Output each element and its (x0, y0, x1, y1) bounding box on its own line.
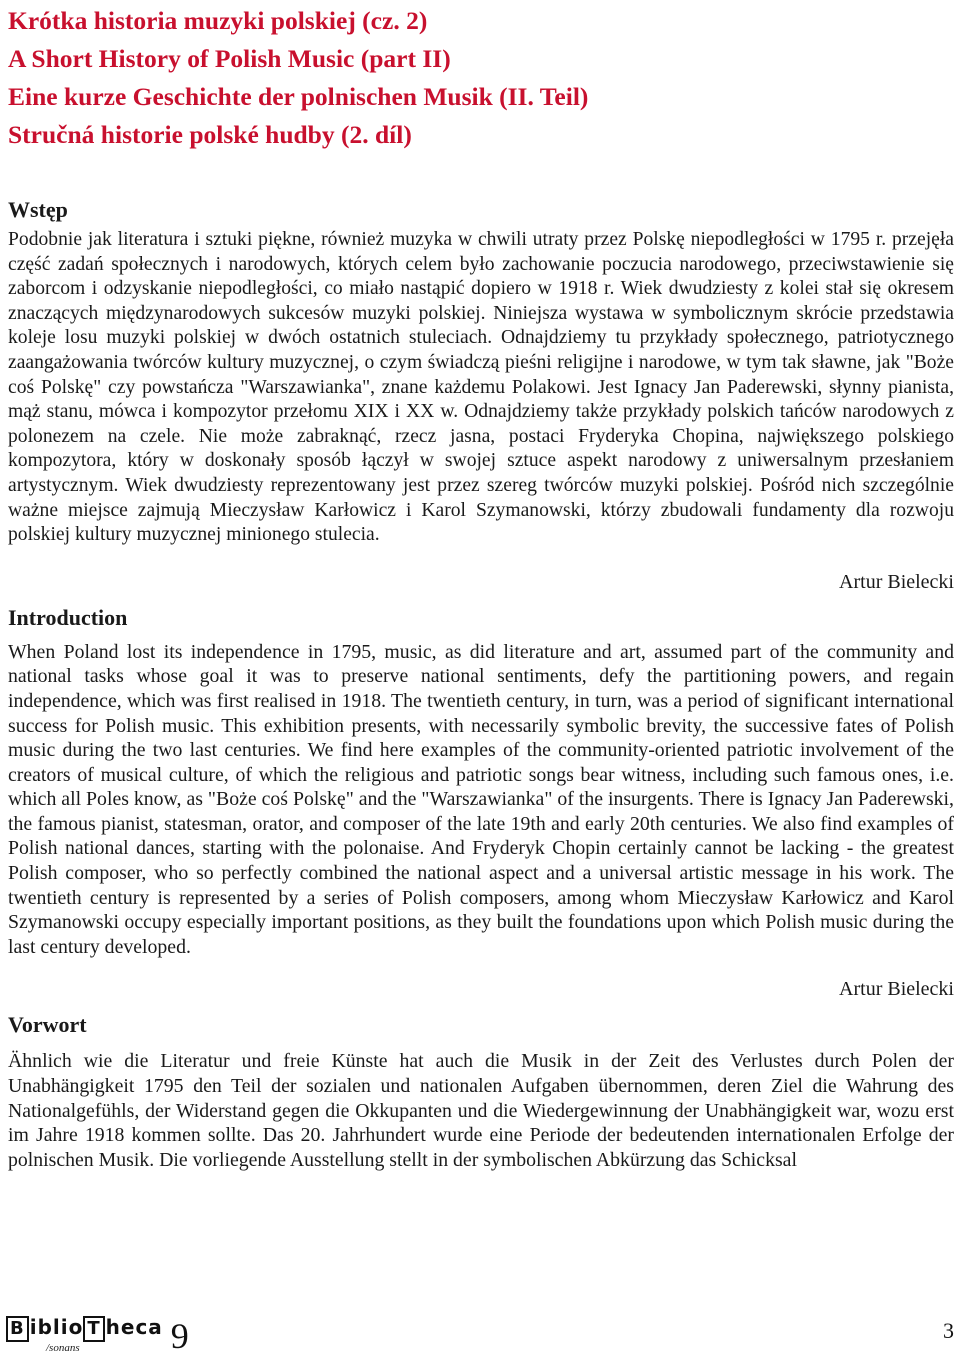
document-page (8, 0, 954, 1172)
logo-text-part-1: iblio (29, 1315, 84, 1339)
title-block (8, 2, 954, 154)
section-heading: Introduction (8, 604, 128, 630)
section-polish (8, 196, 954, 596)
title-german: Eine kurze Geschichte der polnischen Musik (II. Teil) (8, 82, 589, 111)
section-heading: Vorwort (8, 1012, 87, 1038)
section-english (8, 604, 954, 1004)
section-body: Podobnie jak literatura i sztuki piękne, również muzyka w chwili utraty przez Polskę niepodległości w 1795 r. przejęła część zadań społecznych i narodowych, których celem było zachowanie poczucia narodowego, przeciwstawienie się zaborcom i odzyskanie niepodległości, co miało nastąpić dopiero w 1918 r. Wiek dwudziesty z kolei stał się okresem znaczących międzynarodowych sukcesów muzyki polskiej. Niniejsza wystawa w symbolicznym skrócie przedstawia koleje losu muzyki polskiej w dwóch ostatnich stuleciach. Odnajdziemy tu przykłady społecznego, patriotycznego zaangażowania twórców kultury muzycznej, o czym świadczą pieśni religijne i narodowe, w tym tak sławne, jak "Boże coś Polskę" czy powstańcza "Warszawianka", znane każdemu Polakowi. Jest Ignacy Jan Paderewski, słynny pianista, mąż stanu, mówca i kompozytor przełomu XIX i XX w. Odnajdziemy także przykłady polskich tańców narodowych z polonezem na czele. Nie może zabraknąć, rzecz jasna, postaci Fryderyka Chopina, największego polskiego kompozytora, który w doskonały sposób łączył w swojej sztuce aspekt narodowy z uniwersalnym przesłaniem artystycznym. Wiek dwudziesty reprezentowany jest przez szereg twórców muzyki polskiej. Pośród nich szczególnie ważne miejsce zajmują Mieczysław Karłowicz i Karol Szymanowski, którzy zbudowali fundamenty dla rozwoju polskiej kultury muzycznej minionego stulecia. (8, 229, 954, 546)
bibliotheca-logo (6, 1315, 189, 1356)
logo-letter-box: T (83, 1316, 104, 1342)
section-body: Ähnlich wie die Literatur und freie Künste hat auch die Musik in der Zeit des Verlustes durch Polen der Unabhängigkeit 1795 den Teil der sozialen und nationalen Aufgaben übernommen, deren Ziel die Wahrung des Nationalgefühls, der Widerstand gegen die Okkupanten und die Wiedergewinnung der Unabhängigkeit war, wozu erst im Jahre 1918 kommen sollte. Das 20. Jahrhundert wurde eine Periode der bedeutenden internationalen Erfolge der polnischen Musik. Die vorliegende Ausstellung stellt in der symbolischen Abkürzung das Schicksal (8, 1050, 954, 1171)
title-polish: Krótka historia muzyki polskiej (cz. 2) (8, 6, 428, 35)
logo-letter-box: B (6, 1316, 29, 1342)
author-signature: Artur Bielecki (839, 978, 954, 1001)
title-english: A Short History of Polish Music (part II) (8, 44, 451, 73)
section-heading: Wstęp (8, 197, 68, 222)
logo-text-part-2: heca (105, 1315, 163, 1339)
section-body: When Poland lost its independence in 1795, music, as did literature and art, assumed part of the community and national tasks whose goal it was to preserve national sentiments, defy the partitioning powers, and regain independence, which was first realised in 1918. The twentieth century, in turn, was a period of significant international success for Polish music. This exhibition presents, with necessarily symbolic brevity, the successive fates of Polish music during the two last centuries. We find here examples of the community-oriented patriotic involvement of the creators of musical culture, of which the religious and patriotic songs bear witness, including such famous ones, i.e. which all Poles know, as "Boże coś Polskę" and the "Warszawianka" of the insurgents. There is Ignacy Jan Paderewski, the famous pianist, statesman, orator, and composer of the late 19th and early 20th centuries. We also find examples of Polish national dances, starting with the polonaise. And Fryderyk Chopin certainly cannot be lacking - the greatest Polish composer, who so perfectly combined the national aspect and a universal artistic message in his work. The twentieth century is represented by a series of Polish composers, among whom Mieczysław Karłowicz and Karol Szymanowski occupy especially important positions, as they built the foundations upon which Polish music during the last century developed. (8, 640, 954, 958)
section-german (8, 1011, 954, 1172)
author-signature: Artur Bielecki (839, 570, 954, 593)
title-czech: Stručná historie polské hudby (2. díl) (8, 120, 412, 149)
logo-number: 9 (170, 1316, 189, 1356)
logo-wordmark (6, 1316, 163, 1354)
page-number: 3 (943, 1318, 954, 1343)
logo-subtitle: /sonans (46, 1342, 80, 1354)
